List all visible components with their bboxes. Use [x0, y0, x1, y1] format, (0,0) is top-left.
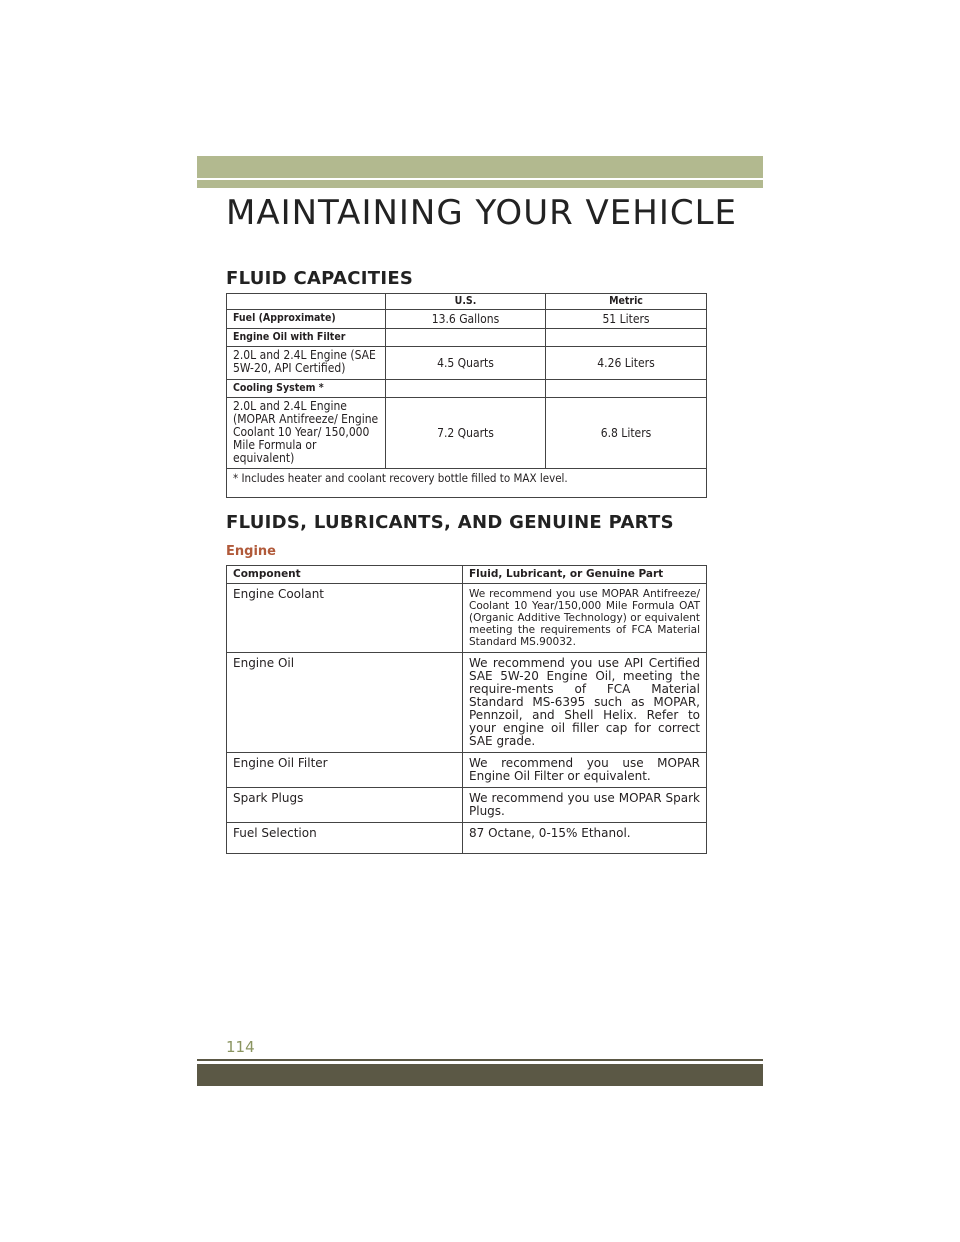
- us-value: 7.2 Quarts: [386, 398, 546, 469]
- part-description: We recommend you use MOPAR Engine Oil Filter or equivalent.: [463, 753, 707, 788]
- table-row: [227, 584, 707, 653]
- header-rule: [197, 180, 763, 188]
- table-row: [227, 347, 707, 380]
- row-label: Cooling System *: [227, 380, 386, 398]
- column-header: [227, 294, 386, 310]
- part-description: We recommend you use MOPAR Spark Plugs.: [463, 788, 707, 823]
- page-number: 114: [226, 1038, 255, 1056]
- column-header-part: Fluid, Lubricant, or Genuine Part: [463, 566, 707, 584]
- section-title: MAINTAINING YOUR VEHICLE: [226, 193, 738, 233]
- column-header-component: Component: [227, 566, 463, 584]
- component-name: Engine Oil: [227, 653, 463, 753]
- row-label: 2.0L and 2.4L Engine (SAE 5W-20, API Certified): [227, 347, 386, 380]
- table-row: [227, 823, 707, 854]
- table-row: [227, 653, 707, 753]
- row-label: 2.0L and 2.4L Engine (MOPAR Antifreeze/ Engine Coolant 10 Year/ 150,000 Mile Formula or equivalent): [227, 398, 386, 469]
- table-row: [227, 398, 707, 469]
- part-description: We recommend you use API Certified SAE 5W-20 Engine Oil, meeting the require-ments of FCA Material Standard MS-6395 such as MOPAR, Pennzoil, and Shell Helix. Refer to your engine oil filler cap for correct SAE grade.: [463, 653, 707, 753]
- table-row: [227, 310, 707, 329]
- us-value: [386, 380, 546, 398]
- us-value: 13.6 Gallons: [386, 310, 546, 329]
- component-name: Engine Oil Filter: [227, 753, 463, 788]
- metric-value: 51 Liters: [546, 310, 707, 329]
- fluid-capacities-heading: FLUID CAPACITIES: [226, 268, 414, 289]
- row-label: Engine Oil with Filter: [227, 329, 386, 347]
- metric-value: [546, 329, 707, 347]
- footer-color-band: [197, 1064, 763, 1086]
- component-name: Fuel Selection: [227, 823, 463, 854]
- us-value: 4.5 Quarts: [386, 347, 546, 380]
- table-row: [227, 788, 707, 823]
- metric-value: 4.26 Liters: [546, 347, 707, 380]
- engine-parts-table: [226, 565, 707, 854]
- part-description: We recommend you use MOPAR Antifreeze/ Coolant 10 Year/150,000 Mile Formula OAT (Organic Additive Technology) or equivalent meeting the requirements of FCA Material Standard MS.90032.: [463, 584, 707, 653]
- us-value: [386, 329, 546, 347]
- metric-value: 6.8 Liters: [546, 398, 707, 469]
- table-footnote: * Includes heater and coolant recovery bottle filled to MAX level.: [227, 469, 707, 498]
- fluid-capacities-table: [226, 293, 707, 498]
- component-name: Spark Plugs: [227, 788, 463, 823]
- lubricants-heading: FLUIDS, LUBRICANTS, AND GENUINE PARTS: [226, 512, 674, 533]
- column-header-metric: Metric: [546, 294, 707, 310]
- header-color-band: [197, 156, 763, 178]
- table-header-row: [227, 566, 707, 584]
- component-name: Engine Coolant: [227, 584, 463, 653]
- table-header-row: [227, 294, 707, 310]
- footer-rule: [197, 1059, 763, 1061]
- table-row: [227, 753, 707, 788]
- part-description: 87 Octane, 0-15% Ethanol.: [463, 823, 707, 854]
- table-row: [227, 380, 707, 398]
- table-row: [227, 329, 707, 347]
- engine-subheading: Engine: [226, 544, 276, 559]
- row-label: Fuel (Approximate): [227, 310, 386, 329]
- metric-value: [546, 380, 707, 398]
- column-header-us: U.S.: [386, 294, 546, 310]
- table-footnote-row: [227, 469, 707, 498]
